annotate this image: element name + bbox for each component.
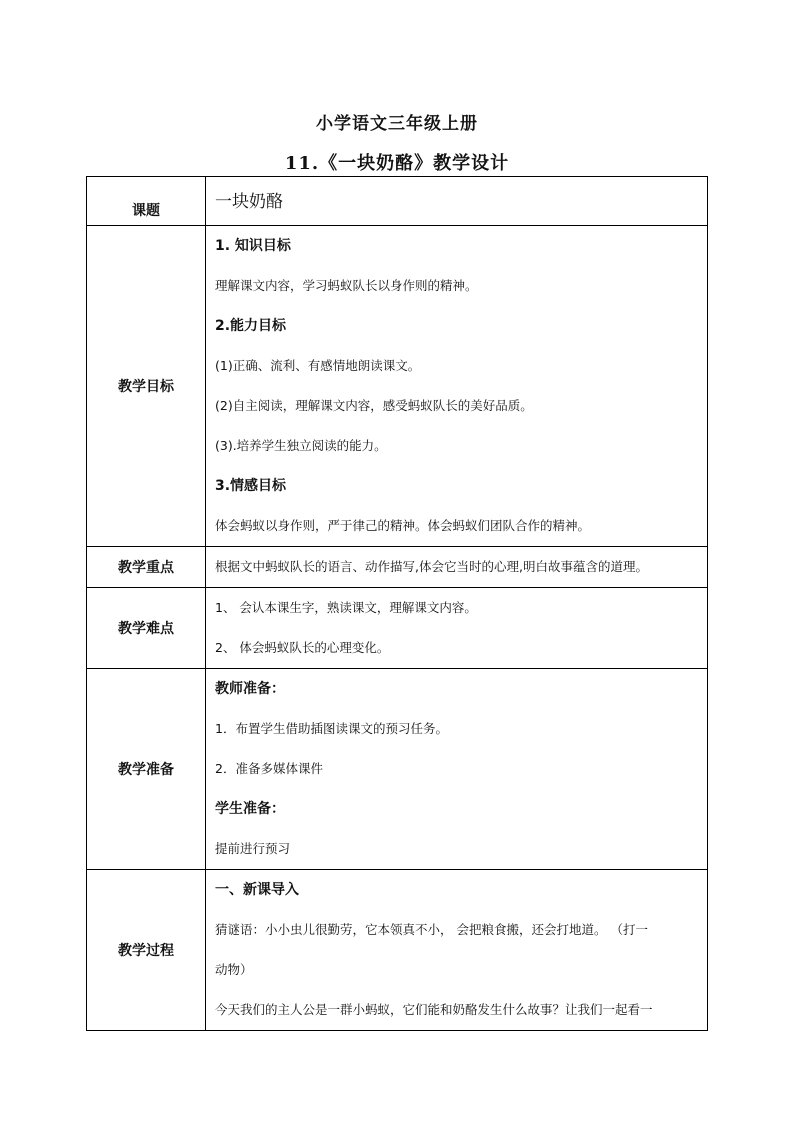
table-row-objectives (87, 226, 708, 547)
process-label: 教学过程 (87, 870, 206, 1031)
table-row-key-points (87, 547, 708, 588)
table-row-preparation (87, 669, 708, 870)
riddle-answer-line: 动物） (215, 962, 253, 977)
key-points-label: 教学重点 (87, 547, 206, 588)
knowledge-text: 理解课文内容，学习蚂蚁队长以身作则的精神。 (215, 278, 478, 293)
table-row-difficulties (87, 588, 708, 669)
intro-line: 今天我们的主人公是一群小蚂蚁，它们能和奶酪发生什么故事？让我们一起看一 (215, 1002, 653, 1017)
preparation-label: 教学准备 (87, 669, 206, 870)
ability-heading: 2.能力目标 (215, 318, 287, 334)
process-section-heading: 一、新课导入 (215, 882, 299, 898)
ability-item: (3).培养学生独立阅读的能力。 (215, 438, 387, 453)
difficulties-label: 教学难点 (87, 588, 206, 669)
teacher-prep-heading: 教师准备： (215, 681, 285, 697)
student-prep-heading: 学生准备： (215, 801, 285, 817)
student-prep-text: 提前进行预习 (215, 841, 291, 856)
teacher-prep-item: 2．准备多媒体课件 (215, 761, 323, 776)
lesson-plan-table (86, 176, 708, 1031)
riddle-line: 猜谜语：小小虫儿很勤劳，它本领真不小， 会把粮食搬，还会打地道。 （打一 (215, 922, 648, 937)
knowledge-heading: 1. 知识目标 (215, 238, 291, 254)
emotion-text: 体会蚂蚁以身作则，严于律己的精神。体会蚂蚁们团队合作的精神。 (215, 518, 591, 533)
ability-item: (2)自主阅读，理解课文内容，感受蚂蚁队长的美好品质。 (215, 398, 533, 413)
ability-item: (1)正确、流利、有感情地朗读课文。 (215, 358, 421, 373)
topic-value: 一块奶酪 (215, 192, 283, 212)
difficulty-item: 2、 体会蚂蚁队长的心理变化。 (215, 640, 390, 655)
difficulty-item: 1、 会认本课生字，熟读课文，理解课文内容。 (215, 600, 477, 615)
key-points-text: 根据文中蚂蚁队长的语言、动作描写,体会它当时的心理,明白故事蕴含的道理。 (215, 559, 648, 574)
topic-label: 课题 (87, 177, 206, 226)
table-row-process (87, 870, 708, 1031)
emotion-heading: 3.情感目标 (215, 478, 287, 494)
objectives-label: 教学目标 (87, 226, 206, 547)
document-title: 小学语文三年级上册 (316, 114, 478, 134)
document-subtitle: 11.《一块奶酪》教学设计 (284, 153, 510, 174)
table-row-topic (87, 177, 708, 226)
teacher-prep-item: 1．布置学生借助插图读课文的预习任务。 (215, 721, 448, 736)
